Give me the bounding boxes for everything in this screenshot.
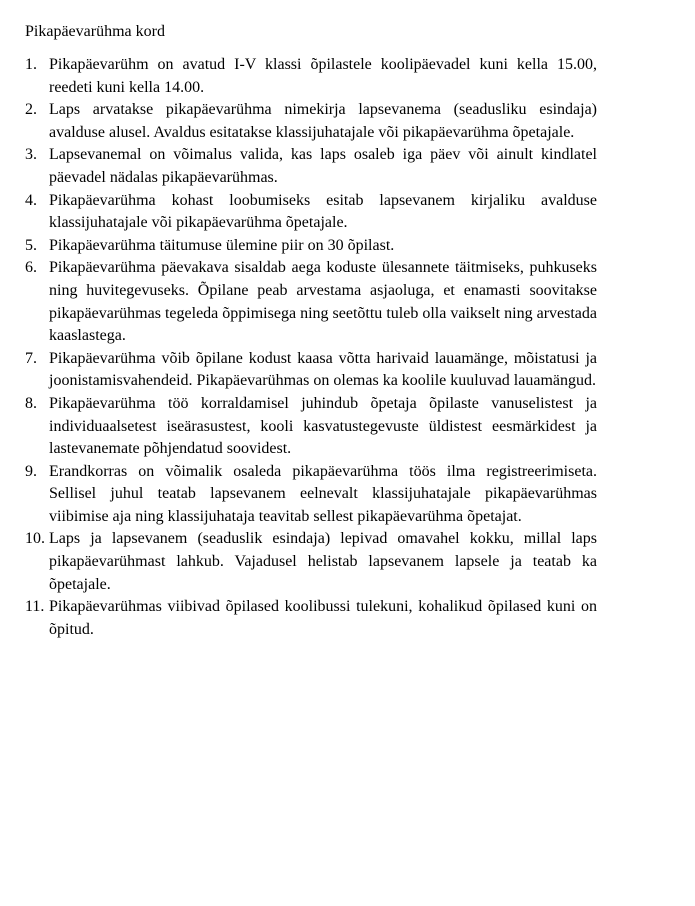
rule-item — [25, 257, 597, 347]
rule-number: 8. — [25, 394, 37, 412]
rule-number: 6. — [25, 259, 37, 277]
rule-text: Laps arvatakse pikapäevarühma nimekirja lapsevanema (seadusliku esindaja) avalduse alusel. Avaldus esitatakse klassijuhatajale või pikapäevarühma õpetajale. — [49, 101, 597, 141]
rule-text: Lapsevanemal on võimalus valida, kas laps osaleb iga päev või ainult kindlatel päevadel nädalas pikapäevarühmas. — [49, 146, 597, 186]
rule-item — [25, 348, 597, 393]
rule-item — [25, 461, 597, 529]
rule-number: 7. — [25, 349, 37, 367]
rule-number: 10. — [25, 530, 45, 548]
rule-item — [25, 54, 597, 99]
rule-number: 4. — [25, 191, 37, 209]
rule-text: Pikapäevarühma võib õpilane kodust kaasa võtta harivaid lauamänge, mõistatusi ja joonistamisvahendeid. Pikapäevarühmas on olemas ka koolile kuuluvad lauamängud. — [49, 349, 597, 390]
rule-item — [25, 190, 597, 235]
rule-item — [25, 393, 597, 461]
rule-text: Laps ja lapsevanem (seaduslik esindaja) lepivad omavahel kokku, millal laps pikapäevarühmast lahkub. Vajadusel helistab lapsevanem lapsele ja teatab ka õpetajale. — [49, 530, 597, 593]
rule-item — [25, 235, 597, 258]
rule-text: Pikapäevarühmas viibivad õpilased koolibussi tulekuni, kohalikud õpilased kuni on õpitud. — [49, 598, 597, 638]
document-title: Pikapäevarühma kord — [25, 23, 165, 40]
rule-number: 9. — [25, 462, 37, 480]
rule-number: 1. — [25, 56, 37, 73]
rule-number: 2. — [25, 101, 37, 119]
rule-item — [25, 528, 597, 596]
rule-text: Pikapäevarühma töö korraldamisel juhindub õpetaja õpilaste vanuselistest ja individuaalsetest iseärasustest, kooli kasvatustegevuste üldistest eesmärkidest ja lastevanemate põhjendatud soovidest. — [49, 394, 597, 458]
rule-number: 11. — [25, 598, 45, 616]
rule-text: Erandkorras on võimalik osaleda pikapäevarühma töös ilma registreerimiseta. Sellisel juhul teatab lapsevanem eelnevalt klassijuhatajale pikapäevarühmas viibimise aja ning klassijuhataja teavitab sellest pikapäevarühma õpetajat. — [49, 462, 597, 525]
rule-text: Pikapäevarühma kohast loobumiseks esitab lapsevanem kirjaliku avalduse klassijuhatajale või pikapäevarühma õpetajale. — [49, 191, 597, 232]
rule-text: Pikapäevarühma päevakava sisaldab aega koduste ülesannete täitmiseks, puhkuseks ning huvitegevuseks. Õpilane peab arvestama asjaoluga, et enamasti soovitakse pikapäevarühmas tegeleda õppimisega ning seetõttu tuleb olla vaikselt ning arvestada kaaslastega. — [49, 259, 597, 345]
rules-list — [25, 54, 597, 641]
rule-item — [25, 596, 597, 641]
rule-number: 3. — [25, 146, 37, 164]
rule-number: 5. — [25, 236, 37, 254]
rule-text: Pikapäevarühma täitumuse ülemine piir on 30 õpilast. — [49, 236, 395, 254]
rule-text: Pikapäevarühm on avatud I-V klassi õpilastele koolipäevadel kuni kella 15.00, reedeti kuni kella 14.00. — [49, 56, 597, 96]
rule-item — [25, 144, 597, 189]
rule-item — [25, 99, 597, 144]
